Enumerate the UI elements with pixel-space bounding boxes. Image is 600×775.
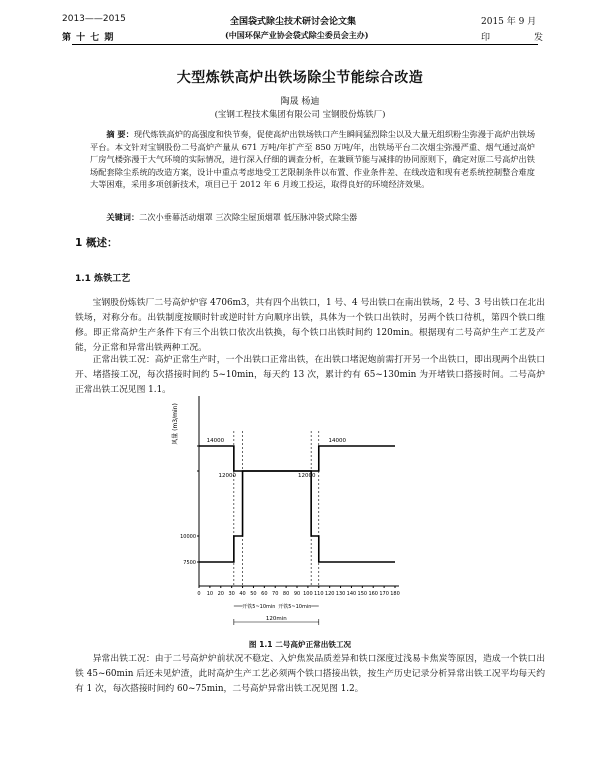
paper-authors: 陶晟 杨迪: [280, 97, 320, 107]
paragraph-1: 宝钢股份炼铁厂二号高炉炉容 4706m3，共有四个出铁口，1 号、4 号出铁口在南出铁场，2 号、3 号出铁口在北出铁场，对称分布。出铁制度按顺时针或逆时针方向顺序出铁，具体为一个铁口出铁时，另两个铁口待机，第四个铁口维修。即正常高炉生产条件下有三个出铁口依次出铁换，每个铁口出铁时间约 120min。根据现有二号高炉生产工艺及产能，分正常和异常出铁两种工况。: [75, 298, 545, 353]
y-tick-label: 7500: [183, 560, 196, 566]
x-tick-label: 120: [324, 591, 335, 597]
abstract-text: 现代炼铁高炉的高强度和快节奏，促使高炉出铁场铁口产生瞬间猛烈除尘以及大量无组织粉尘弥漫于高炉出铁场平台。本文针对宝钢股份二号高炉产量从 671 万吨/年扩产至 850 万吨/年，出铁场平台二次烟尘弥漫严重、烟气通过高炉厂房气楼弥漫于大气环境的实际情况，进行深入仔细的调查分析，在兼顾节能与减排的协同原则下，确定对原二号高炉出铁场配套除尘系统的改造方案，设计中重点考虑地受工艺限制条件以布置、作业条件差、在线改造和现有老系统控制整合难度大等困难，采用多项创新技术，项目已于 2012 年 6 月竣工投运，取得良好的环境经济效果。: [90, 129, 536, 189]
series-line-lower: [199, 471, 395, 562]
y-tick-label: 10000: [180, 534, 196, 540]
x-tick-label: 0: [197, 591, 201, 597]
x-tick-label: 160: [368, 591, 378, 597]
section-heading-1: 1 概述：: [75, 237, 118, 249]
series-line-upper: [199, 446, 395, 471]
figure-caption: 图 1.1 二号高炉正常出铁工况: [248, 640, 352, 649]
paper-affiliation: (宝钢工程技术集团有限公司 宝钢股份炼铁厂): [214, 110, 386, 120]
x-tick-label: 20: [217, 591, 224, 597]
x-tick-label: 150: [357, 591, 368, 597]
header-years: 2013——2015: [62, 14, 126, 24]
x-tick-label: 170: [379, 591, 389, 597]
header-rule: [72, 44, 538, 45]
x-tick-label: 100: [303, 591, 313, 597]
x-tick-label: 40: [239, 591, 246, 597]
paragraph-3: 异常出铁工况：由于二号高炉炉前状况不稳定、入炉焦炭品质差异和铁口深度过浅易卡焦炭等原因，造成一个铁口出铁 45~60min 后还未见炉渣，此时高炉生产工艺必须两个铁口搭接出铁，按生产历史记录分析异常出铁工况平均每天约有 1 次，每次搭接时间约 60~75min，二号高炉异常出铁工况见图 1.2。: [75, 654, 545, 694]
x-tick-label: 180: [390, 591, 400, 597]
chart-normal-tapping: [165, 386, 405, 636]
dim-label-right: 开铁5~10min: [278, 604, 312, 610]
keywords: [90, 212, 535, 223]
x-tick-label: 10: [206, 591, 214, 597]
dim-label-total: 120min: [265, 616, 287, 622]
header-print-2: 发: [534, 33, 544, 43]
abstract: [90, 128, 535, 191]
header-issue: 第 十 七 期: [62, 33, 115, 43]
dim-label-left: 开铁5~10min: [242, 604, 276, 610]
annotation-14000-right: 14000: [328, 438, 347, 444]
y-axis-label: 风量 (m3/min): [172, 403, 179, 445]
annotation-12000-right: 12000: [298, 473, 316, 479]
header-date: 2015 年 9 月: [481, 17, 537, 27]
annotation-14000-left: 14000: [206, 438, 225, 444]
x-tick-label: 30: [228, 591, 235, 597]
keywords-text: 二次小垂幕活动烟罩 三次除尘屋顶烟罩 低压脉冲袋式除尘器: [139, 212, 358, 222]
x-tick-label: 50: [250, 591, 257, 597]
abstract-label: 摘 要：: [106, 129, 134, 139]
paragraph-2: 正常出铁工况：高炉正常生产时，一个出铁口正常出铁，在出铁口堵泥炮前需打开另一个出铁口，即出现两个出铁口开、堵搭接工况，每次搭接时间约 5~10min，每天约 13 次，累计约有 65~130min 为开堵铁口搭接时间。二号高炉正常出铁工况见图 1.1。: [75, 355, 545, 395]
x-tick-label: 110: [314, 591, 324, 597]
x-tick-label: 60: [261, 591, 268, 597]
x-tick-label: 70: [272, 591, 279, 597]
paper-title: 大型炼铁高炉出铁场除尘节能综合改造: [176, 70, 424, 86]
keywords-label: 关键词：: [106, 212, 140, 222]
header-journal-title: 全国袋式除尘技术研讨会论文集: [230, 17, 357, 27]
x-tick-label: 80: [282, 591, 290, 597]
x-tick-label: 140: [346, 591, 357, 597]
section-heading-1-1: 1.1 炼铁工艺: [75, 274, 131, 284]
x-tick-label: 130: [335, 591, 346, 597]
header-print-1: 印: [481, 33, 491, 43]
header-organizer: (中国环保产业协会袋式除尘委员会主办): [225, 30, 369, 40]
x-tick-label: 90: [293, 591, 301, 597]
annotation-12000-left: 12000: [218, 473, 237, 479]
